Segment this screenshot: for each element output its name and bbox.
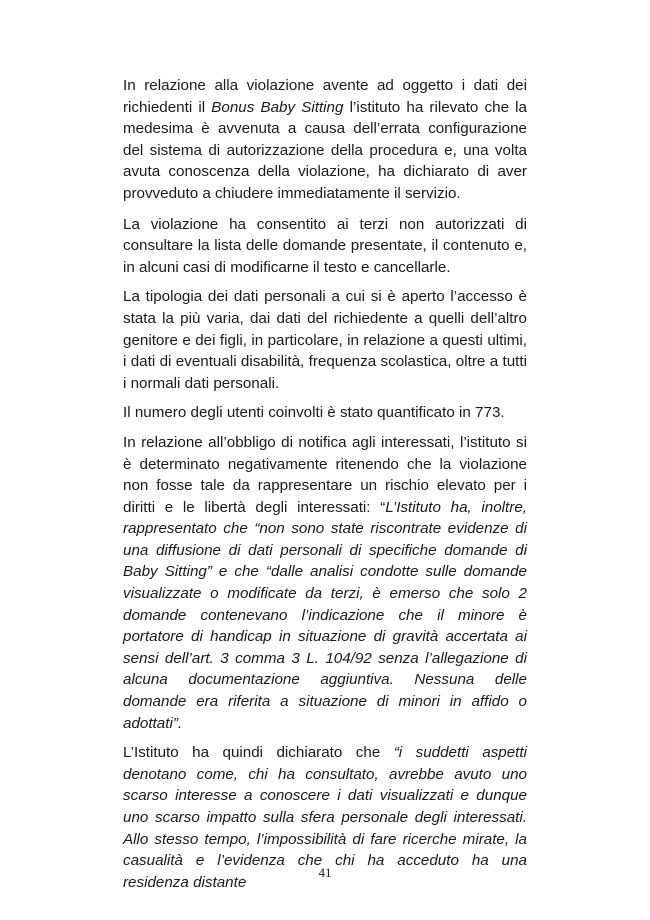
page-body xyxy=(123,75,527,901)
paragraph-4: Il numero degli utenti coinvolti è stato quantificato in 773. xyxy=(123,404,505,422)
paragraph-1-text-a: In relazione alla violazione avente ad oggetto i dati dei richiedenti il xyxy=(123,77,527,116)
page-number: 41 xyxy=(318,865,332,880)
paragraph-5-italic-quote: L’Istituto ha, inoltre, rappresentato che “non sono state riscontrate evidenze di una diffusione di dati personali di specifiche domande di Baby Sitting” e che “dalle analisi condotte sulle domande visualizzate o modificate da terzi, è emerso che solo 2 domande contenevano l’indicazione che il minore è portatore di handicap in situazione di gravità accertata ai sensi dell’art. 3 comma 3 L. 104/92 senza l’allegazione di alcuna documentazione aggiuntiva. Nessuna delle domande era riferita a situazione di minori in affido o adottati”. xyxy=(123,498,527,732)
paragraph-2: La violazione ha consentito ai terzi non autorizzati di consultare la lista delle domande presentate, il contenuto e, in alcuni casi di modificarne il testo e cancellarle. xyxy=(123,215,527,276)
paragraph-3: La tipologia dei dati personali a cui si è aperto l’accesso è stata la più varia, dai dati del richiedente a quelli dell’altro genitore e dei figli, in particolare, in relazione a questi ultimi, i dati di eventuali disabilità, frequenza scolastica, oltre a tutti i normali dati personali. xyxy=(123,288,527,392)
paragraph-6-italic-quote: “i suddetti aspetti denotano come, chi ha consultato, avrebbe avuto uno scarso interesse a conoscere i dati visualizzati e dunque uno scarso impatto sulla sfera personale degli interessati. Allo stesso tempo, l’impossibilità di fare ricerche mirate, la casualità e l’evidenza che chi ha acceduto ha una residenza distante xyxy=(123,744,528,891)
paragraph-6-text: L’Istituto ha quindi dichiarato che xyxy=(123,744,394,762)
paragraph-5 xyxy=(123,432,527,734)
paragraph-5-text: In relazione all’obbligo di notifica agli interessati, l’istituto si è determinato negativamente ritenendo che la violazione non fosse tale da rappresentare un rischio elevato per i diritti e le libertà degli interessati: “ xyxy=(123,433,527,516)
paragraph-1-text-b: l’istituto ha rilevato che la medesima è avvenuta a causa dell’errata configurazione del sistema di autorizzazione della procedura e, una volta avuta conoscenza della violazione, ha dichiarato di aver provveduto a chiudere immediatamente il servizio. xyxy=(123,98,527,202)
paragraph-1-italic: Bonus Baby Sitting xyxy=(211,98,344,116)
paragraph-1 xyxy=(123,75,527,205)
